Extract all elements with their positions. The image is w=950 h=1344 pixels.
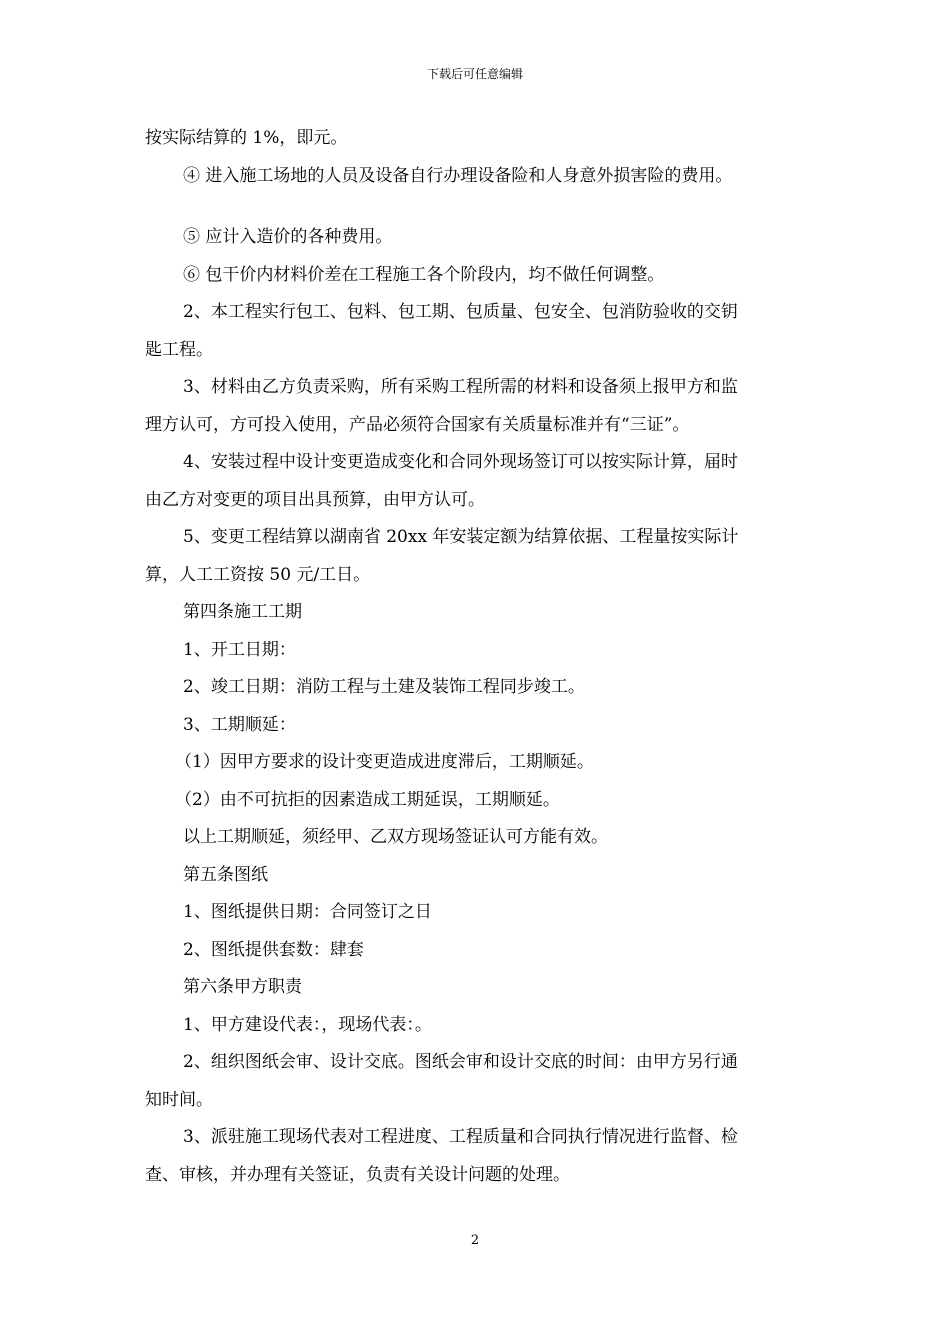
text-line: 3、工期顺延： [183, 714, 296, 735]
text-line: 按实际结算的 1%，即元。 [145, 128, 348, 148]
text-line: 匙工程。 [145, 339, 213, 360]
text-line: 1、甲方建设代表：，现场代表：。 [183, 1014, 432, 1035]
text-line: 以上工期顺延，须经甲、乙双方现场签证认可方能有效。 [183, 827, 608, 847]
text-line: ④ 进入施工场地的人员及设备自行办理设备险和人身意外损害险的费用。 [183, 165, 733, 186]
text-line: 3、派驻施工现场代表对工程进度、工程质量和合同执行情况进行监督、检 [183, 1127, 738, 1147]
text-line: （1）因甲方要求的设计变更造成进度滞后，工期顺延。 [175, 752, 594, 772]
section-heading: 第五条图纸 [183, 864, 268, 885]
section-heading: 第六条甲方职责 [183, 977, 302, 997]
text-line: 2、本工程实行包工、包料、包工期、包质量、包安全、包消防验收的交钥 [183, 302, 738, 322]
text-line: 2、组织图纸会审、设计交底。图纸会审和设计交底的时间：由甲方另行通 [183, 1052, 738, 1072]
section-heading: 第四条施工工期 [183, 602, 302, 622]
text-line: 2、图纸提供套数：肆套 [183, 939, 364, 960]
text-line: （2）由不可抗拒的因素造成工期延误，工期顺延。 [175, 789, 560, 810]
paragraph-gap [145, 195, 810, 219]
text-line: 由乙方对变更的项目出具预算，由甲方认可。 [145, 489, 485, 510]
text-line: 1、图纸提供日期：合同签订之日 [183, 902, 432, 922]
text-line: 1、开工日期： [183, 639, 296, 660]
text-line: ⑤ 应计入造价的各种费用。 [183, 227, 393, 247]
text-line: 4、安装过程中设计变更造成变化和合同外现场签订可以按实际计算，届时 [183, 452, 738, 472]
text-line: 知时间。 [145, 1089, 213, 1110]
document-body [145, 120, 810, 1194]
text-line: 2、竣工日期：消防工程与土建及装饰工程同步竣工。 [183, 677, 585, 697]
text-line: ⑥ 包干价内材料价差在工程施工各个阶段内，均不做任何调整。 [183, 264, 665, 285]
text-line: 3、材料由乙方负责采购，所有采购工程所需的材料和设备须上报甲方和监 [183, 377, 738, 397]
text-line: 理方认可，方可投入使用，产品必须符合国家有关质量标准并有“三证”。 [145, 414, 690, 435]
text-line: 5、变更工程结算以湖南省 20xx 年安装定额为结算依据、工程量按实际计 [183, 527, 739, 547]
page-number: 2 [470, 1233, 480, 1248]
page-header-note: 下载后可任意编辑 [426, 67, 523, 81]
text-line: 算，人工工资按 50 元/工日。 [145, 564, 371, 585]
text-line: 查、审核，并办理有关签证，负责有关设计问题的处理。 [145, 1164, 570, 1185]
